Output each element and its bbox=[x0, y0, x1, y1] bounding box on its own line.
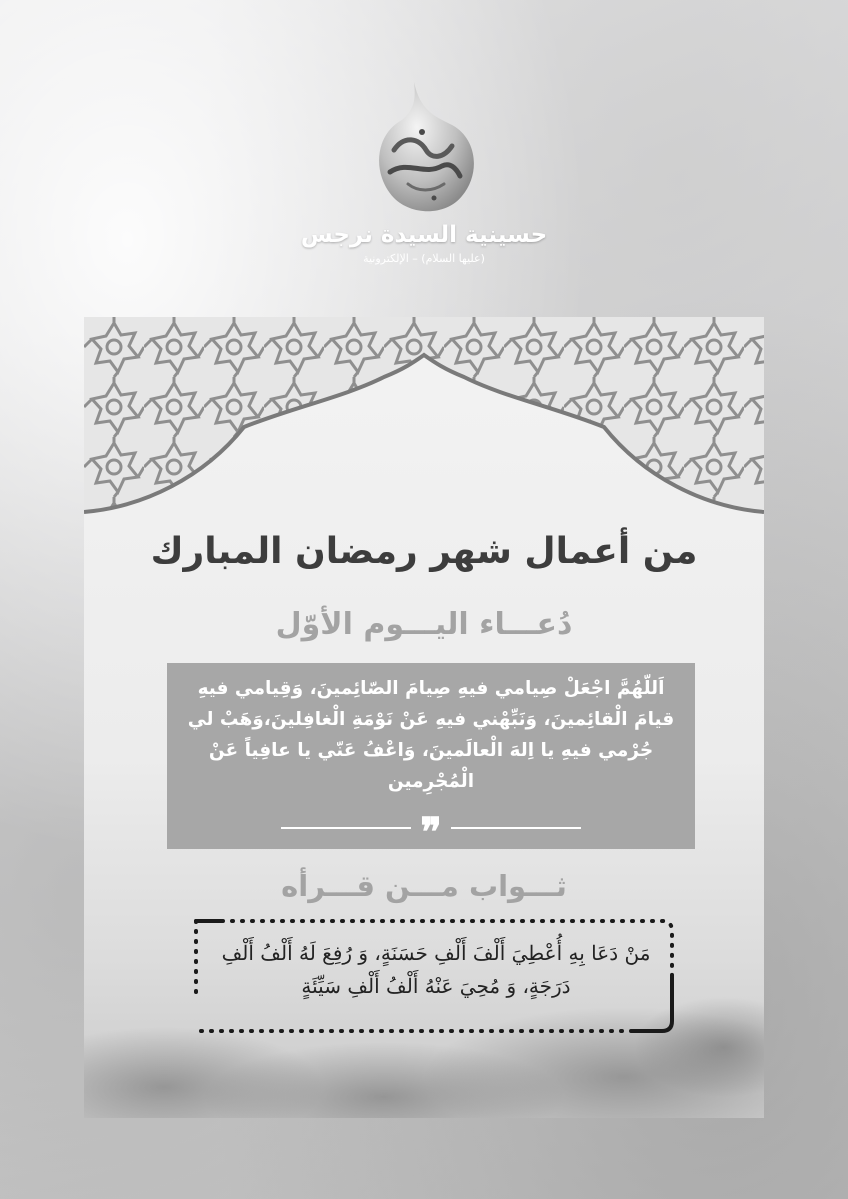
divider-line bbox=[451, 827, 581, 829]
prayer-text: اَللّهُمَّ اجْعَلْ صِيامي فيهِ صِيامَ الصّائِمينَ، وَقِيامي فيهِ قيامَ الْقائِمينَ، وَنَبِّهْني فيهِ عَنْ نَوْمَةِ الْغافِلينَ،وَهَبْ لي جُرْمي فيهِ يا اِلهَ الْعالَمينَ، وَاعْفُ عَنّي يا عافِياً عَنْ الْمُجْرِمين bbox=[187, 678, 675, 792]
logo bbox=[0, 0, 848, 290]
islamic-geometric-arch-icon bbox=[84, 317, 764, 517]
page-title: من أعمال شهر رمضان المبارك bbox=[150, 531, 698, 572]
divider-line bbox=[281, 827, 411, 829]
logo-title: حسينية السيدة نرجس bbox=[300, 222, 548, 248]
prayer-subtitle: دُعـــاء اليـــوم الأوّل bbox=[275, 607, 573, 642]
calligraphy-emblem-icon bbox=[364, 80, 484, 220]
logo-subtitle: (عليها السلام) – الإلكترونية bbox=[363, 252, 485, 265]
content-card bbox=[84, 317, 764, 1118]
reward-text: مَنْ دَعَا بِهِ أُعْطِيَ أَلْفَ أَلْفِ حَسَنَةٍ، وَ رُفِعَ لَهُ أَلْفُ أَلْفِ دَرَجَةٍ، وَ مُحِيَ عَنْهُ أَلْفُ أَلْفِ سَيِّئَةٍ bbox=[221, 941, 651, 998]
prayer-box bbox=[167, 663, 695, 856]
reward-box bbox=[192, 917, 676, 1035]
reward-title: ثـــواب مـــن قـــرأه bbox=[281, 869, 567, 903]
quote-icon: ❞ bbox=[420, 809, 442, 856]
quote-divider bbox=[167, 809, 695, 856]
